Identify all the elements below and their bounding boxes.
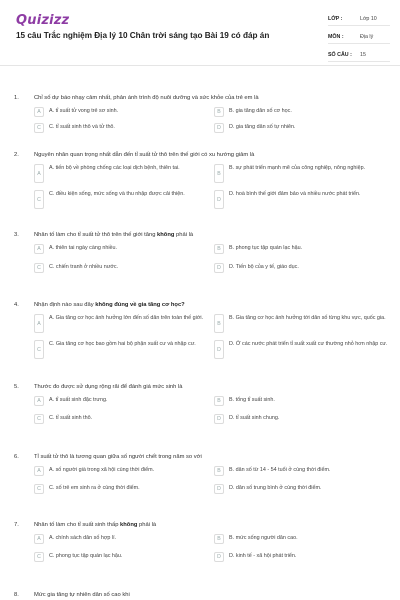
question-5 <box>0 382 400 422</box>
option-letter-box: C <box>34 263 44 273</box>
meta-panel <box>328 12 390 66</box>
question-number: 4. <box>14 302 19 308</box>
question-header <box>0 382 400 392</box>
question-number: 8. <box>14 592 19 598</box>
option-letter-box: C <box>34 484 44 494</box>
option-d[interactable] <box>214 484 390 494</box>
option-text: B. sự phát triển mạnh mẽ của công nghiệp, nông nghiệp. <box>229 165 366 171</box>
option-c[interactable] <box>34 340 210 359</box>
option-letter-box: A <box>34 314 44 333</box>
question-header <box>0 452 400 462</box>
question-text <box>34 302 400 308</box>
question-text <box>34 152 400 158</box>
option-d[interactable] <box>214 414 390 424</box>
option-a[interactable] <box>34 466 210 476</box>
option-text: C. tỉ suất sinh thô. <box>49 415 93 421</box>
meta-key: LỚP : <box>328 15 343 22</box>
meta-row-class <box>328 12 390 26</box>
option-text: B. mức sống người dân cao. <box>229 535 298 541</box>
question-number: 5. <box>14 384 19 390</box>
option-letter-box: B <box>214 466 224 476</box>
meta-value: Địa lý <box>360 33 374 40</box>
option-text: B. tổng tỉ suất sinh. <box>229 397 275 403</box>
question-number: 6. <box>14 454 19 460</box>
question-text-part: Nhân tố làm cho tỉ suất sinh thấp <box>34 522 121 528</box>
question-header <box>0 150 400 160</box>
option-text: A. tiến bộ về phòng chống các loại dịch bệnh, thiên tai. <box>49 165 180 171</box>
question-number: 7. <box>14 522 19 528</box>
question-text <box>34 454 400 460</box>
question-6 <box>0 452 400 492</box>
page-title: 15 câu Trắc nghiệm Địa lý 10 Chân trời sáng tạo Bài 19 có đáp án <box>16 31 270 40</box>
option-letter-box: C <box>34 340 44 359</box>
question-header <box>0 520 400 530</box>
option-c[interactable] <box>34 552 210 562</box>
document-header <box>0 0 400 66</box>
question-text-part: Nhận định nào sau đây <box>34 302 96 308</box>
option-text: B. Gia tăng cơ học ảnh hưởng tới dân số từng khu vực, quốc gia. <box>229 315 386 321</box>
option-letter-box: A <box>34 164 44 183</box>
option-text: C. chiến tranh ở nhiều nước. <box>49 264 119 270</box>
question-number: 3. <box>14 232 19 238</box>
option-letter-box: A <box>34 466 44 476</box>
option-b[interactable] <box>214 396 390 406</box>
option-letter-box: D <box>214 263 224 273</box>
question-text-part: Nguyên nhân quan trọng nhất dẫn đến tỉ suất tử thô trên thế giới có xu hướng giảm là <box>34 152 255 158</box>
quizizz-logo: Quizizz <box>16 13 70 28</box>
option-b[interactable] <box>214 164 390 183</box>
meta-value: 15 <box>360 51 366 58</box>
option-letter-box: B <box>214 164 224 183</box>
option-text: B. phong tục tập quán lạc hậu. <box>229 245 303 251</box>
option-letter-box: A <box>34 107 44 117</box>
meta-key: MÔN : <box>328 33 344 40</box>
option-text: A. tỉ suất tử vong trẻ sơ sinh. <box>49 108 119 114</box>
option-text: A. Gia tăng cơ học ảnh hưởng lớn đến số dân trên toàn thế giới. <box>49 315 204 321</box>
option-letter-box: C <box>34 552 44 562</box>
option-text: B. dân số từ 14 - 54 tuổi ở cùng thời điểm. <box>229 467 331 473</box>
question-1 <box>0 93 400 131</box>
option-letter-box: D <box>214 414 224 424</box>
question-3 <box>0 230 400 271</box>
option-a[interactable] <box>34 244 210 254</box>
option-text: A. thiên tai ngày càng nhiều. <box>49 245 118 251</box>
option-letter-box: B <box>214 534 224 544</box>
option-letter-box: D <box>214 190 224 209</box>
option-b[interactable] <box>214 244 390 254</box>
question-text-part: Thước đo được sử dụng rộng rãi để đánh giá mức sinh là <box>34 384 183 390</box>
option-text: D. Ở các nước phát triển tỉ suất xuất cư thường nhỏ hơn nhập cư. <box>229 341 388 347</box>
question-header <box>0 590 400 600</box>
option-text: D. hoà bình thế giới đảm bảo và nhiều nước phát triển. <box>229 191 361 197</box>
option-text: C. điều kiện sống, mức sống và thu nhập được cải thiện. <box>49 191 185 197</box>
option-d[interactable] <box>214 123 390 133</box>
question-text <box>34 232 400 238</box>
option-d[interactable] <box>214 552 390 562</box>
option-letter-box: D <box>214 552 224 562</box>
option-text: C. tỉ suất sinh thô và tử thô. <box>49 124 115 130</box>
option-letter-box: A <box>34 396 44 406</box>
option-letter-box: C <box>34 190 44 209</box>
option-text: A. tỉ suất sinh đặc trưng. <box>49 397 108 403</box>
question-number: 2. <box>14 152 19 158</box>
question-text <box>34 384 400 390</box>
question-text-part: Mức gia tăng tự nhiên dân số cao khi <box>34 592 130 598</box>
option-c[interactable] <box>34 190 210 209</box>
option-text: D. tỉ suất sinh chung. <box>229 415 280 421</box>
option-letter-box: A <box>34 534 44 544</box>
option-c[interactable] <box>34 414 210 424</box>
meta-row-count <box>328 48 390 62</box>
question-text-part: phải là <box>174 232 194 238</box>
option-c[interactable] <box>34 484 210 494</box>
option-text: D. kinh tế - xã hội phát triển. <box>229 553 297 559</box>
question-2 <box>0 150 400 203</box>
question-text <box>34 592 400 598</box>
option-a[interactable] <box>34 107 210 117</box>
question-text <box>34 95 400 101</box>
option-d[interactable] <box>214 263 390 273</box>
question-header <box>0 300 400 310</box>
option-text: D. gia tăng dân số tự nhiên. <box>229 124 296 130</box>
option-text: A. số người già trong xã hội cùng thời điểm. <box>49 467 155 473</box>
question-text-part: Chỉ số dự báo nhạy cảm nhất, phản ánh trình độ nuôi dưỡng và sức khỏe của trẻ em là <box>34 95 259 101</box>
option-text: D. dân số trung bình ở cùng thời điểm. <box>229 485 322 491</box>
option-b[interactable] <box>214 466 390 476</box>
option-b[interactable] <box>214 534 390 544</box>
question-emphasis: không <box>120 522 138 528</box>
option-text: C. phong tục tập quán lạc hậu. <box>49 553 123 559</box>
option-a[interactable] <box>34 396 210 406</box>
question-number: 1. <box>14 95 19 101</box>
option-d[interactable] <box>214 190 390 209</box>
question-text-part: Tỉ suất tử thô là tương quan giữa số người chết trong năm so với <box>34 454 202 460</box>
question-text-part: Nhân tố làm cho tỉ suất tử thô trên thế giới tăng <box>34 232 158 238</box>
meta-value: Lớp 10 <box>360 15 377 22</box>
question-4 <box>0 300 400 353</box>
question-emphasis: không <box>157 232 175 238</box>
option-letter-box: D <box>214 484 224 494</box>
option-c[interactable] <box>34 263 210 273</box>
option-letter-box: B <box>214 314 224 333</box>
option-c[interactable] <box>34 123 210 133</box>
question-header <box>0 93 400 103</box>
option-letter-box: B <box>214 396 224 406</box>
meta-key: SỐ CÂU : <box>328 51 352 58</box>
option-text: B. gia tăng dân số cơ học. <box>229 108 292 114</box>
option-letter-box: C <box>34 414 44 424</box>
option-letter-box: C <box>34 123 44 133</box>
question-text <box>34 522 400 528</box>
question-7 <box>0 520 400 560</box>
option-letter-box: D <box>214 123 224 133</box>
option-text: A. chính sách dân số hợp lí. <box>49 535 117 541</box>
option-text: C. số trẻ em sinh ra ở cùng thời điểm. <box>49 485 140 491</box>
option-a[interactable] <box>34 164 210 183</box>
option-letter-box: A <box>34 244 44 254</box>
question-text-part: phải là <box>137 522 157 528</box>
option-text: C. Gia tăng cơ học bao gồm hai bộ phận xuất cư và nhập cư. <box>49 341 196 347</box>
option-letter-box: B <box>214 107 224 117</box>
option-b[interactable] <box>214 314 390 333</box>
question-emphasis: không đúng về gia tăng cơ học? <box>95 302 185 308</box>
option-text: D. Tiến bộ của y tế, giáo dục. <box>229 264 299 270</box>
option-a[interactable] <box>34 534 210 544</box>
question-8 <box>0 590 400 600</box>
question-header <box>0 230 400 240</box>
option-d[interactable] <box>214 340 390 359</box>
option-a[interactable] <box>34 314 210 333</box>
option-b[interactable] <box>214 107 390 117</box>
option-letter-box: B <box>214 244 224 254</box>
option-letter-box: D <box>214 340 224 359</box>
meta-row-subject <box>328 30 390 44</box>
